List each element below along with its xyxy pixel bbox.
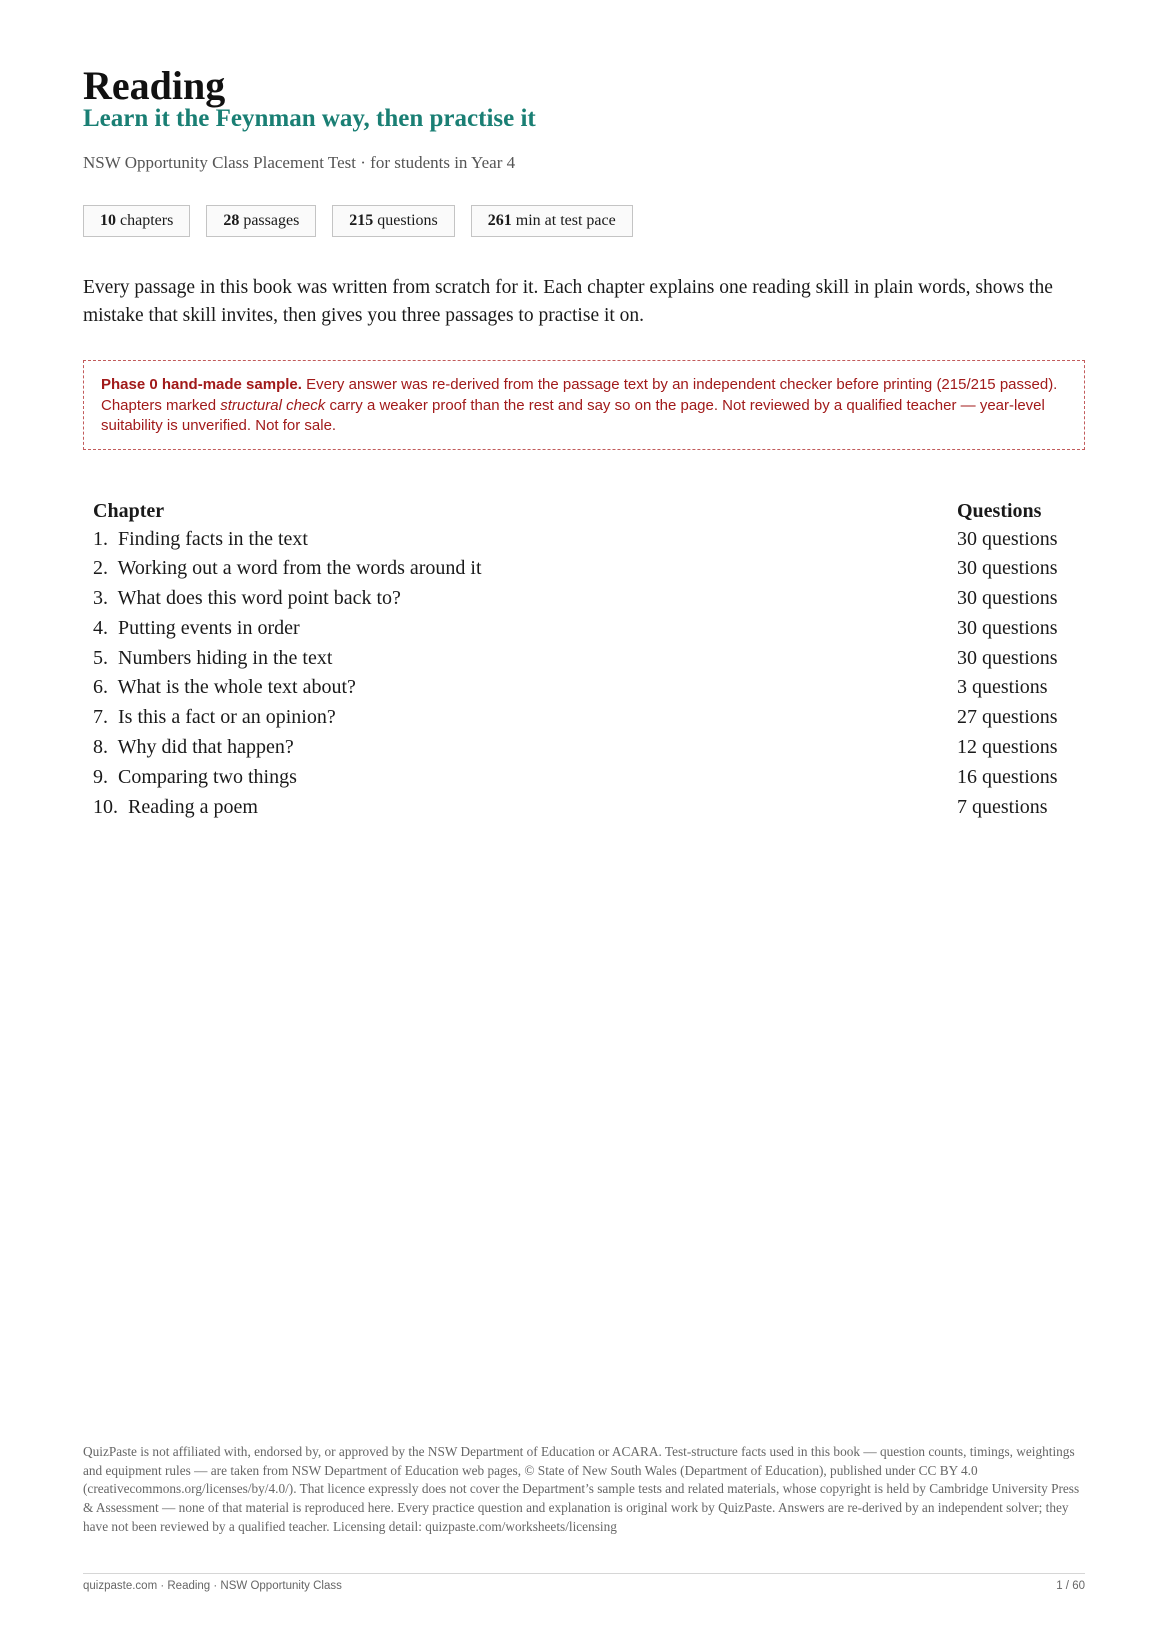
chapter-number: 8. [93,736,108,759]
stat-chapters [83,205,190,237]
page-content [83,63,1085,822]
table-header [83,497,1085,525]
chapter-cell [93,525,308,555]
table-row [83,525,1085,555]
chapter-title: What is the whole text about? [117,676,356,699]
chapter-number: 5. [93,646,108,669]
question-count: 30 questions [957,557,1058,580]
chapter-title: Working out a word from the words around it [117,557,482,580]
chapter-cell [93,644,332,674]
notice-emphasis: structural check [220,396,326,414]
chapter-number: 1. [93,527,108,550]
chapter-cell [93,703,336,733]
legal-footnote: QuizPaste is not affiliated with, endorsed by, or approved by the NSW Department of Education or ACARA. Test-structure facts used in this book — question counts, timings, weightings and equipment rules — are taken from NSW Department of Education web pages, © State of New South Wales (Department of Education), published under CC BY 4.0 (creativecommons.org/licenses/by/4.0/). That licence expressly does not cover the Department’s sample tests and related materials, whose copyright is held by Cambridge University Press & Assessment — none of that material is reproduced here. Every practice question and explanation is original work by QuizPaste. Answers are re-derived by an independent solver; they have not been reviewed by a qualified teacher. Licensing detail: quizpaste.com/worksheets/licensing [83,1444,1080,1534]
column-header-chapter: Chapter [93,499,165,522]
chapter-title: Putting events in order [118,616,300,639]
notice-text: Every answer was re-derived from the passage text by an independent checker before printing (215/215 passed). Chapters marked [101,376,1058,414]
page-footer [83,1580,1085,1592]
table-row [83,644,1085,674]
page-number: 1 / 60 [1056,1580,1085,1592]
stat-label: questions [377,212,438,229]
chapter-cell [93,763,297,793]
chapter-number: 2. [93,557,108,580]
chapter-table [83,497,1085,823]
chapter-number: 7. [93,706,108,729]
chapter-cell [93,733,294,763]
stat-label: min at test pace [515,212,616,229]
question-count: 30 questions [957,527,1058,550]
stat-value: 28 [223,212,240,229]
chapter-title: Is this a fact or an opinion? [118,706,336,729]
intro-paragraph: Every passage in this book was written from scratch for it. Each chapter explains one reading skill in plain words, shows the mistake that skill invites, then gives you three passages to practise it on. [83,277,1053,326]
table-row [83,793,1085,823]
chapter-number: 10. [93,795,118,818]
question-count: 16 questions [957,765,1058,788]
page-title: Reading [83,63,226,108]
page-subtitle: Learn it the Feynman way, then practise it [83,105,536,132]
test-meta: NSW Opportunity Class Placement Test · for students in Year 4 [83,153,516,172]
footer-source: quizpaste.com · Reading · NSW Opportunity Class [83,1580,342,1592]
question-count: 3 questions [957,676,1048,699]
chapter-title: What does this word point back to? [117,587,401,610]
question-count: 30 questions [957,616,1058,639]
chapter-number: 9. [93,765,108,788]
notice-lead: Phase 0 hand-made sample. [101,376,302,393]
chapter-cell [93,554,482,584]
chapter-number: 3. [93,587,108,610]
footer-divider [83,1573,1085,1574]
chapter-title: Reading a poem [128,795,258,818]
stat-passages [206,205,316,237]
notice-text: carry a weaker proof than the rest and say so on the page. Not reviewed by a qualified teacher — year-level suitability is unverified. Not for sale. [101,396,1045,434]
table-row [83,584,1085,614]
chapter-title: Why did that happen? [117,736,294,759]
question-count: 7 questions [957,795,1048,818]
table-row [83,763,1085,793]
stat-label: passages [243,212,300,229]
chapter-title: Comparing two things [118,765,297,788]
chapter-title: Finding facts in the text [118,527,308,550]
question-count: 30 questions [957,646,1058,669]
table-row [83,673,1085,703]
chapter-cell [93,673,356,703]
stat-label: chapters [120,212,174,229]
chapter-title: Numbers hiding in the text [118,646,333,669]
chapter-number: 4. [93,616,108,639]
stat-questions [332,205,454,237]
column-header-questions: Questions [957,499,1042,522]
question-count: 27 questions [957,706,1058,729]
stat-value: 215 [349,212,374,229]
table-row [83,733,1085,763]
chapter-cell [93,584,401,614]
stat-minutes [471,205,633,237]
stats-chips [83,205,1085,237]
table-row [83,554,1085,584]
stat-value: 261 [487,212,512,229]
chapter-number: 6. [93,676,108,699]
chapter-cell [93,793,258,823]
stat-value: 10 [100,212,116,229]
table-row [83,703,1085,733]
table-row [83,614,1085,644]
sample-notice [83,360,1085,450]
question-count: 12 questions [957,736,1058,759]
chapter-cell [93,614,300,644]
question-count: 30 questions [957,587,1058,610]
